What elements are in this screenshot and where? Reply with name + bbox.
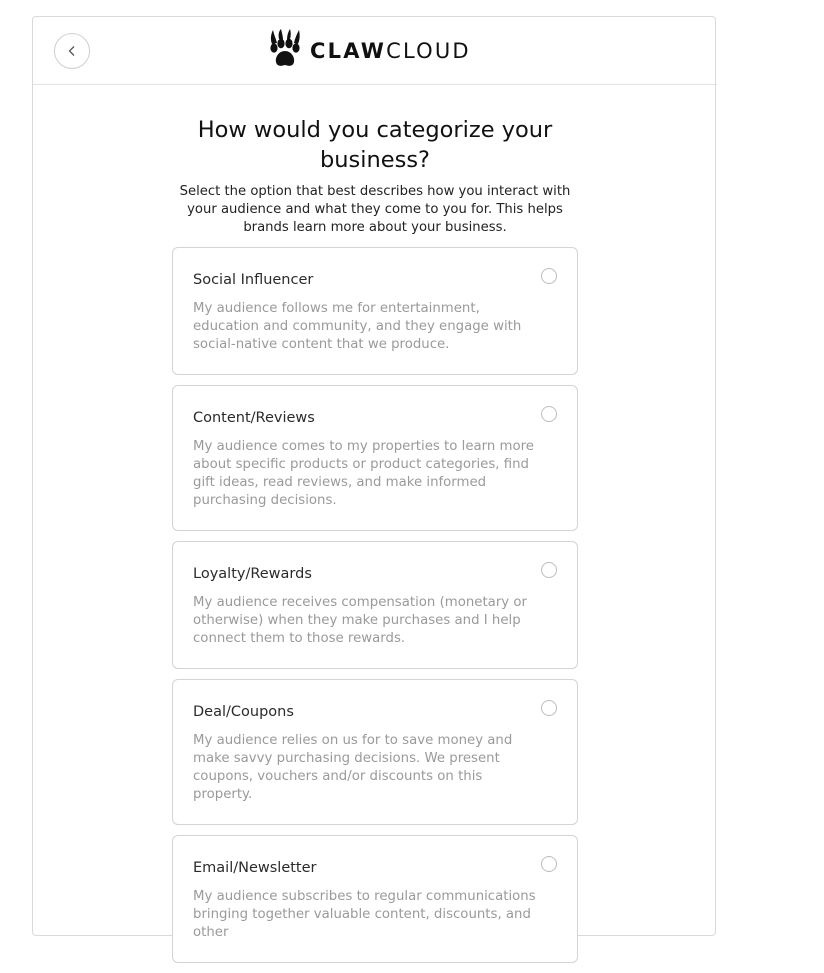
option-email-newsletter[interactable]: [172, 835, 578, 963]
option-description: My audience subscribes to regular communications bringing together valuable content, discounts, and other: [193, 889, 536, 940]
onboarding-panel: [32, 16, 716, 940]
back-button[interactable]: [54, 33, 90, 69]
radio-button[interactable]: [541, 406, 557, 422]
paw-icon: [268, 29, 302, 73]
radio-button[interactable]: [541, 700, 557, 716]
option-description: My audience comes to my properties to learn more about specific products or product categories, find gift ideas, read reviews, and make informed purchasing decisions.: [193, 439, 534, 508]
option-loyalty-rewards[interactable]: [172, 541, 578, 669]
option-title: Email/Newsletter: [193, 860, 317, 876]
radio-button[interactable]: [541, 856, 557, 872]
option-content-reviews[interactable]: [172, 385, 578, 531]
radio-button[interactable]: [541, 268, 557, 284]
radio-button[interactable]: [541, 562, 557, 578]
header: [33, 17, 717, 85]
option-social-influencer[interactable]: [172, 247, 578, 375]
page-title: How would you categorize your business?: [197, 117, 553, 173]
chevron-left-icon: [67, 42, 77, 61]
claw-cloud-logo: [268, 31, 471, 71]
option-deal-coupons[interactable]: [172, 679, 578, 825]
option-title: Loyalty/Rewards: [193, 566, 312, 582]
option-description: My audience follows me for entertainment, education and community, and they engage with social-native content that we produce.: [193, 301, 522, 352]
option-title: Social Influencer: [193, 272, 314, 288]
logo-wordmark: CLAWCLOUD: [310, 38, 471, 63]
option-title: Deal/Coupons: [193, 704, 294, 720]
page-subtitle: Select the option that best describes how you interact with your audience and what they come to you for. This helps brands learn more about your business.: [179, 184, 571, 235]
option-description: My audience relies on us for to save money and make savvy purchasing decisions. We present coupons, vouchers and/or discounts on this property.: [193, 733, 513, 802]
option-description: My audience receives compensation (monetary or otherwise) when they make purchases and I help connect them to those rewards.: [193, 595, 527, 646]
business-category-options: [172, 247, 578, 973]
option-title: Content/Reviews: [193, 410, 315, 426]
